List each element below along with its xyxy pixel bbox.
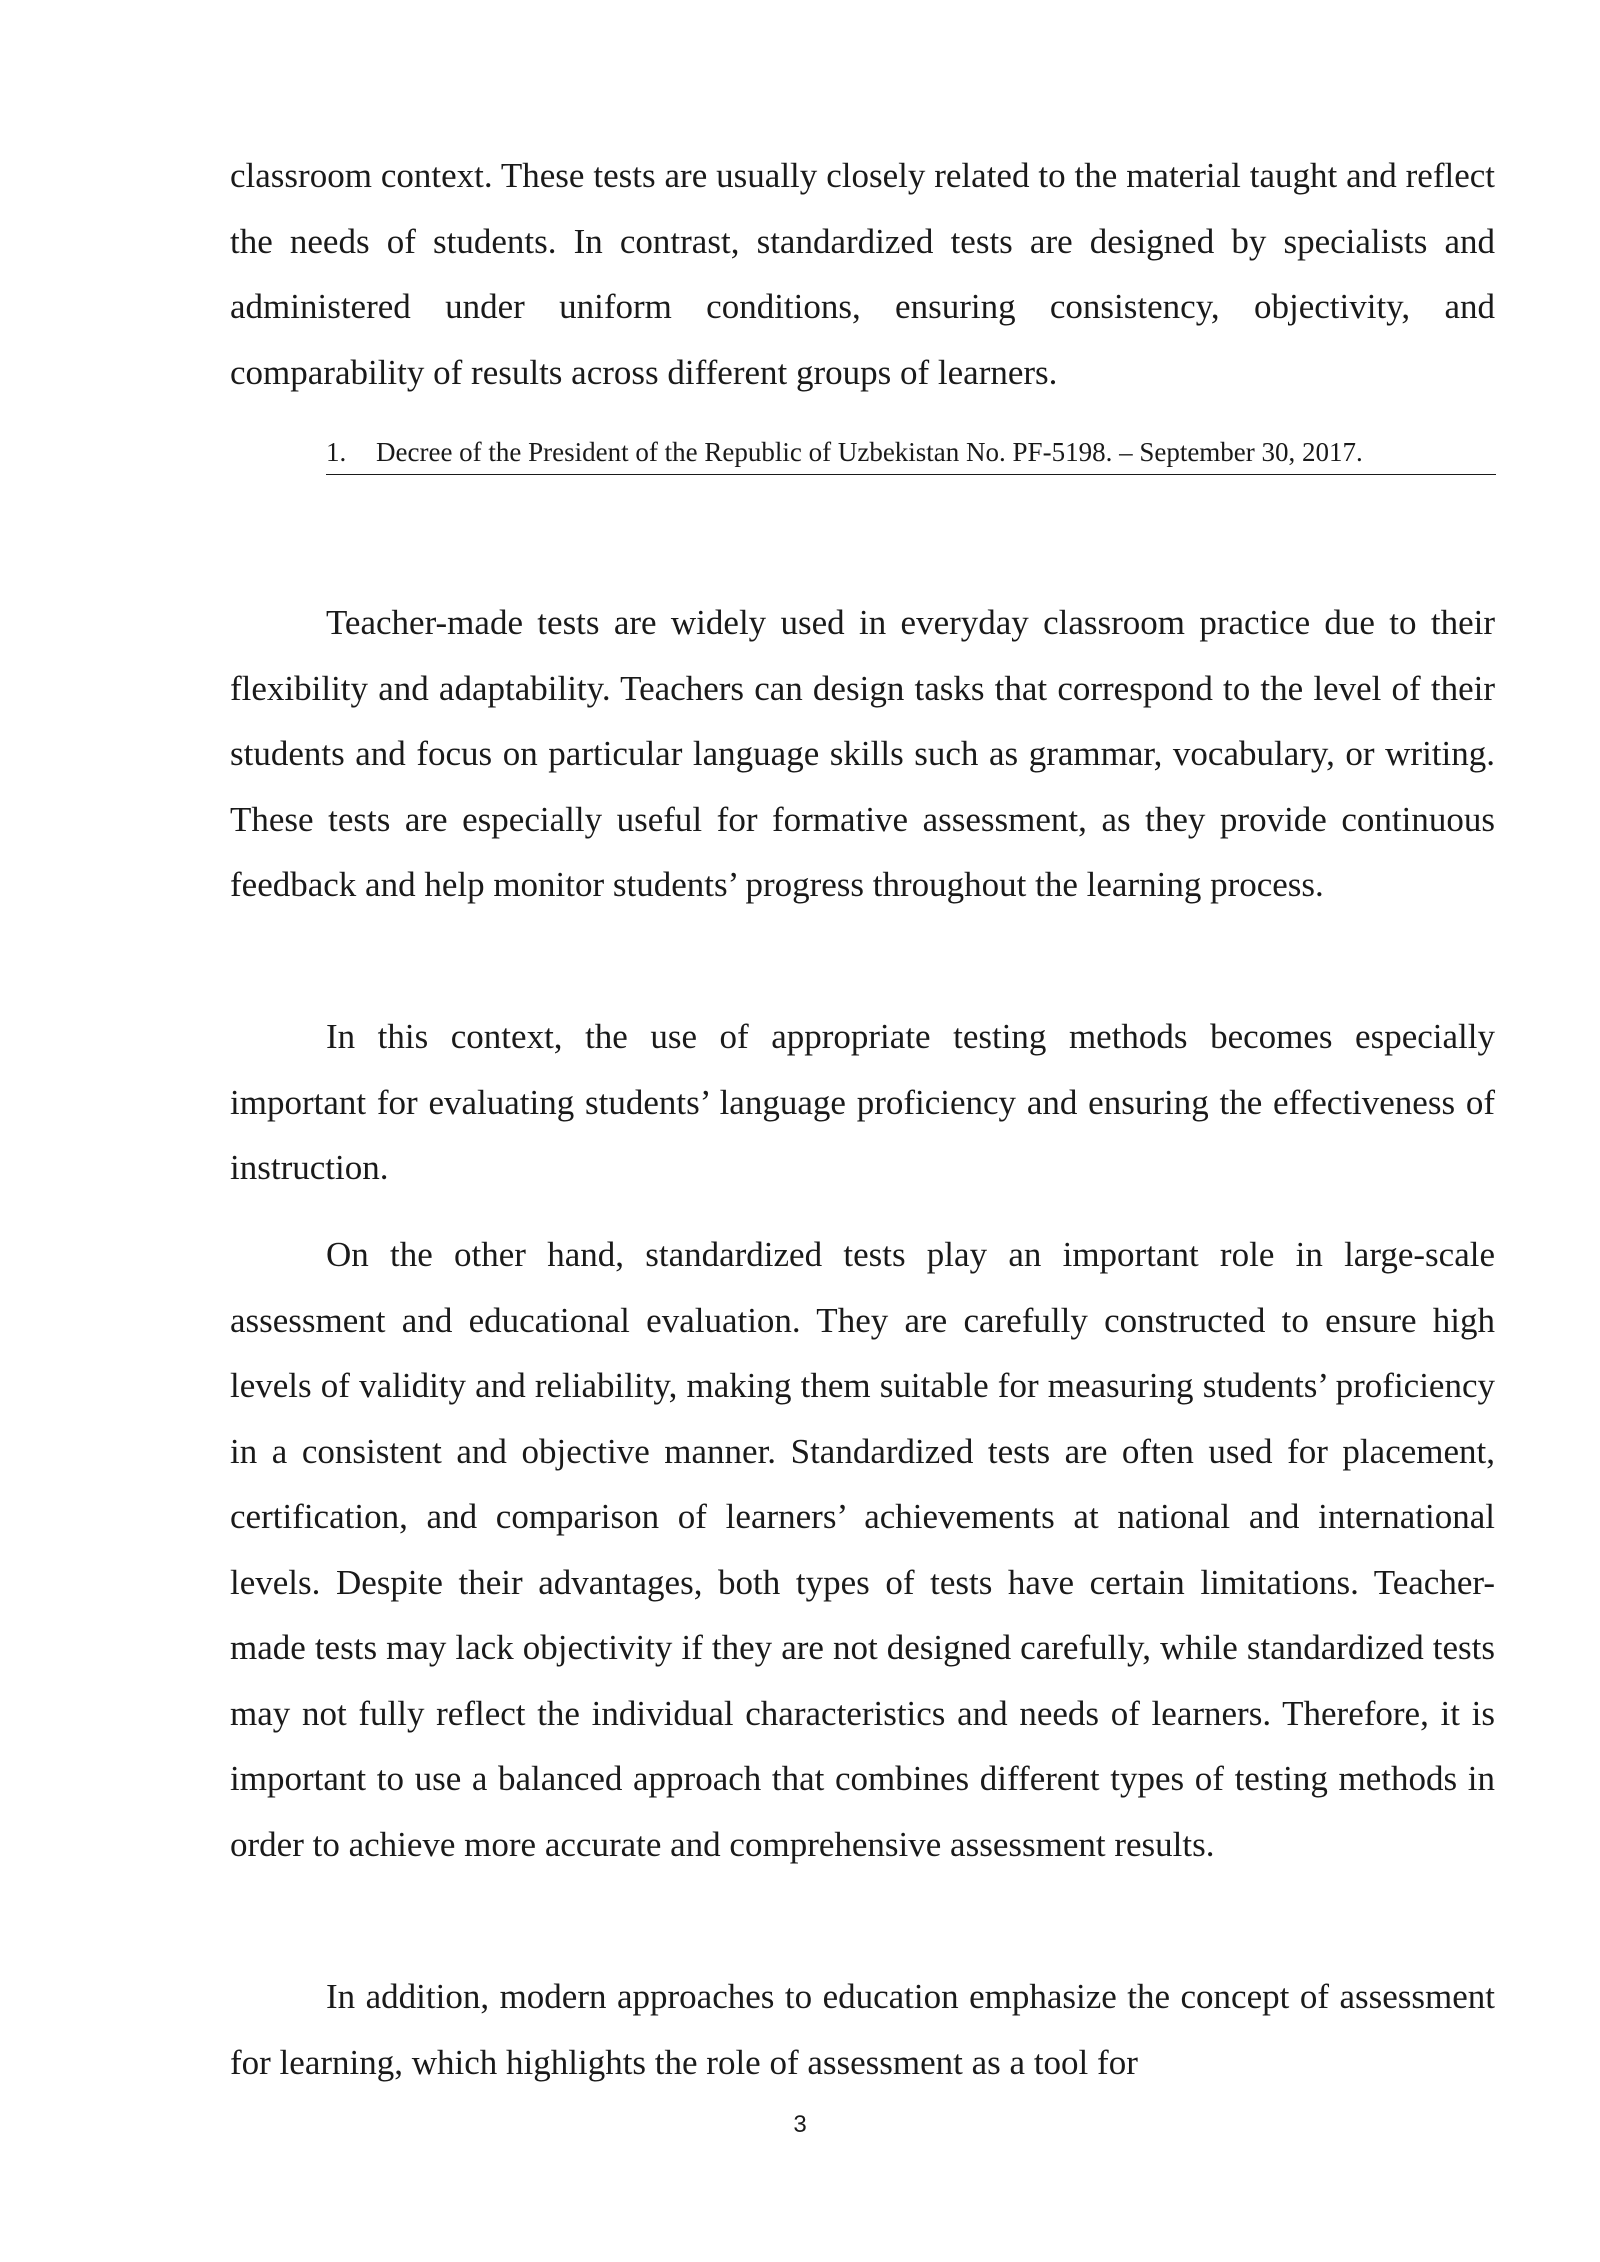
footnote [326, 434, 1496, 475]
paragraph-standardized-tests: On the other hand, standardized tests play an important role in large-scale assessment and educational evaluation. They are carefully constructed to ensure high levels of validity and reliability, making them suitable for measuring students’ proficiency in a consistent and objective manner. Standardized tests are often used for placement, certification, and comparison of learners’ achievements at national and international levels. Despite their advantages, both types of tests have certain limitations. Teacher-made tests may lack objectivity if they are not designed carefully, while standardized tests may not fully reflect the individual characteristics and needs of learners. Therefore, it is important to use a balanced approach that combines different types of testing methods in order to achieve more accurate and comprehensive assessment results. [230, 1235, 1495, 1864]
paragraph-continuation: classroom context. These tests are usually closely related to the material taught and reflect the needs of students. In contrast, standardized tests are designed by specialists and administered under uniform conditions, ensuring consistency, objectivity, and comparability of results across different groups of learners. [230, 156, 1495, 392]
page-number: 3 [793, 2111, 807, 2138]
paragraph-assessment-for-learning: In addition, modern approaches to education emphasize the concept of assessment for learning, which highlights the role of assessment as a tool for [230, 1977, 1495, 2082]
paragraph-teacher-made-tests: Teacher-made tests are widely used in everyday classroom practice due to their flexibility and adaptability. Teachers can design tasks that correspond to the level of their students and focus on particular language skills such as grammar, vocabulary, or writing. These tests are especially useful for formative assessment, as they provide continuous feedback and help monitor students’ progress throughout the learning process. [230, 603, 1495, 904]
footnote-number: 1. [326, 437, 347, 467]
footnote-text: Decree of the President of the Republic of Uzbekistan No. PF-5198. – September 30, 2017. [376, 437, 1363, 467]
paragraph-testing-methods-context: In this context, the use of appropriate testing methods becomes especially important for evaluating students’ language proficiency and ensuring the effectiveness of instruction. [230, 1017, 1495, 1187]
